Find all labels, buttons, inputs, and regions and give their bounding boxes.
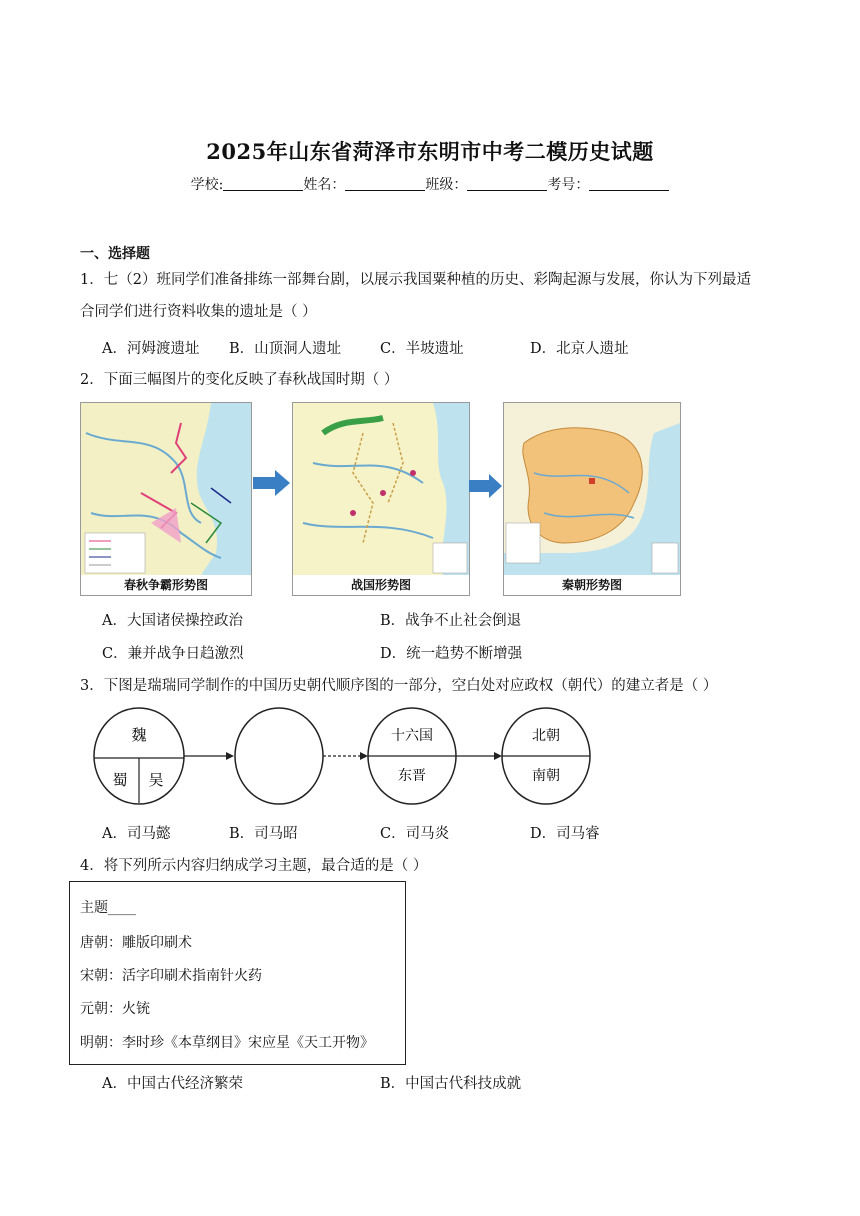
name-blank[interactable] bbox=[345, 176, 425, 191]
q4-stem: 4．将下列所示内容归纳成学习主题，最合适的是（ ） bbox=[80, 858, 428, 874]
page-title: 2025年山东省菏泽市东明市中考二模历史试题 bbox=[206, 139, 654, 164]
map-caption-2: 战国形势图 bbox=[293, 575, 469, 595]
right-arrow-icon bbox=[469, 474, 503, 498]
class-blank[interactable] bbox=[467, 176, 547, 191]
topic-line: 主题____ bbox=[80, 900, 136, 916]
class-label: 班级： bbox=[425, 177, 468, 193]
q3-option-d[interactable]: D．司马睿 bbox=[530, 826, 600, 842]
name-label: 姓名： bbox=[303, 177, 346, 193]
q2-option-d[interactable]: D．统一趋势不断增强 bbox=[380, 646, 523, 662]
section-title: 一、选择题 bbox=[80, 246, 150, 262]
q1-option-a[interactable]: A．河姆渡遗址 bbox=[102, 341, 200, 357]
q1-line2: 合同学们进行资料收集的遗址是（ ） bbox=[80, 304, 317, 320]
q4-option-a[interactable]: A．中国古代经济繁荣 bbox=[102, 1076, 243, 1092]
school-label: 学校: bbox=[190, 177, 224, 193]
map-spring-autumn bbox=[80, 402, 252, 596]
circle4-top: 北朝 bbox=[532, 728, 560, 744]
map-spring-autumn-image bbox=[81, 403, 251, 595]
exam-no-label: 考号： bbox=[547, 177, 590, 193]
tang-line: 唐朝：雕版印刷术 bbox=[80, 935, 192, 951]
topic-box bbox=[69, 881, 406, 1065]
yuan-line: 元朝：火铳 bbox=[80, 1001, 150, 1017]
q3-option-a[interactable]: A．司马懿 bbox=[102, 826, 171, 842]
song-line: 宋朝：活字印刷术指南针火药 bbox=[80, 968, 262, 984]
q3-stem: 3．下图是瑞瑞同学制作的中国历史朝代顺序图的一部分，空白处对应政权（朝代）的建立者是（ ） bbox=[80, 678, 718, 694]
map-qin bbox=[503, 402, 681, 596]
q1-option-c[interactable]: C．半坡遗址 bbox=[380, 341, 464, 357]
q2-option-a[interactable]: A．大国诸侯操控政治 bbox=[102, 613, 243, 629]
q1-line1: 1．七（2）班同学们准备排练一部舞台剧，以展示我国粟种植的历史、彩陶起源与发展，你认为下列最适 bbox=[80, 272, 751, 288]
q1-option-d[interactable]: D．北京人遗址 bbox=[530, 341, 629, 357]
circle-blank bbox=[235, 708, 323, 804]
ming-line: 明朝：李时珍《本草纲目》宋应星《天工开物》 bbox=[80, 1035, 374, 1051]
q3-option-c[interactable]: C．司马炎 bbox=[380, 826, 450, 842]
circle3-bottom: 东晋 bbox=[398, 768, 426, 784]
exam-no-blank[interactable] bbox=[589, 176, 669, 191]
student-info-line bbox=[0, 174, 860, 194]
map-caption-1: 春秋争霸形势图 bbox=[81, 575, 251, 595]
map-caption-3: 秦朝形势图 bbox=[504, 575, 680, 595]
q4-option-b[interactable]: B．中国古代科技成就 bbox=[380, 1076, 522, 1092]
right-arrow-icon bbox=[253, 470, 291, 496]
map-warring-states bbox=[292, 402, 470, 596]
q2-option-c[interactable]: C．兼并战争日趋激烈 bbox=[102, 646, 244, 662]
map-qin-image bbox=[504, 403, 680, 595]
dynasty-sequence-diagram bbox=[90, 703, 750, 809]
circle1-top: 魏 bbox=[131, 726, 147, 744]
q2-option-b[interactable]: B．战争不止社会倒退 bbox=[380, 613, 522, 629]
q3-option-b[interactable]: B．司马昭 bbox=[229, 826, 298, 842]
school-blank[interactable] bbox=[223, 176, 303, 191]
map-warring-states-image bbox=[293, 403, 469, 595]
circle1-bottom-left: 蜀 bbox=[112, 771, 128, 789]
circle4-bottom: 南朝 bbox=[532, 768, 560, 784]
q2-stem: 2．下面三幅图片的变化反映了春秋战国时期（ ） bbox=[80, 372, 399, 388]
circle3-top: 十六国 bbox=[391, 728, 433, 744]
q1-option-b[interactable]: B．山顶洞人遗址 bbox=[229, 341, 342, 357]
circle1-bottom-right: 吴 bbox=[148, 771, 164, 789]
